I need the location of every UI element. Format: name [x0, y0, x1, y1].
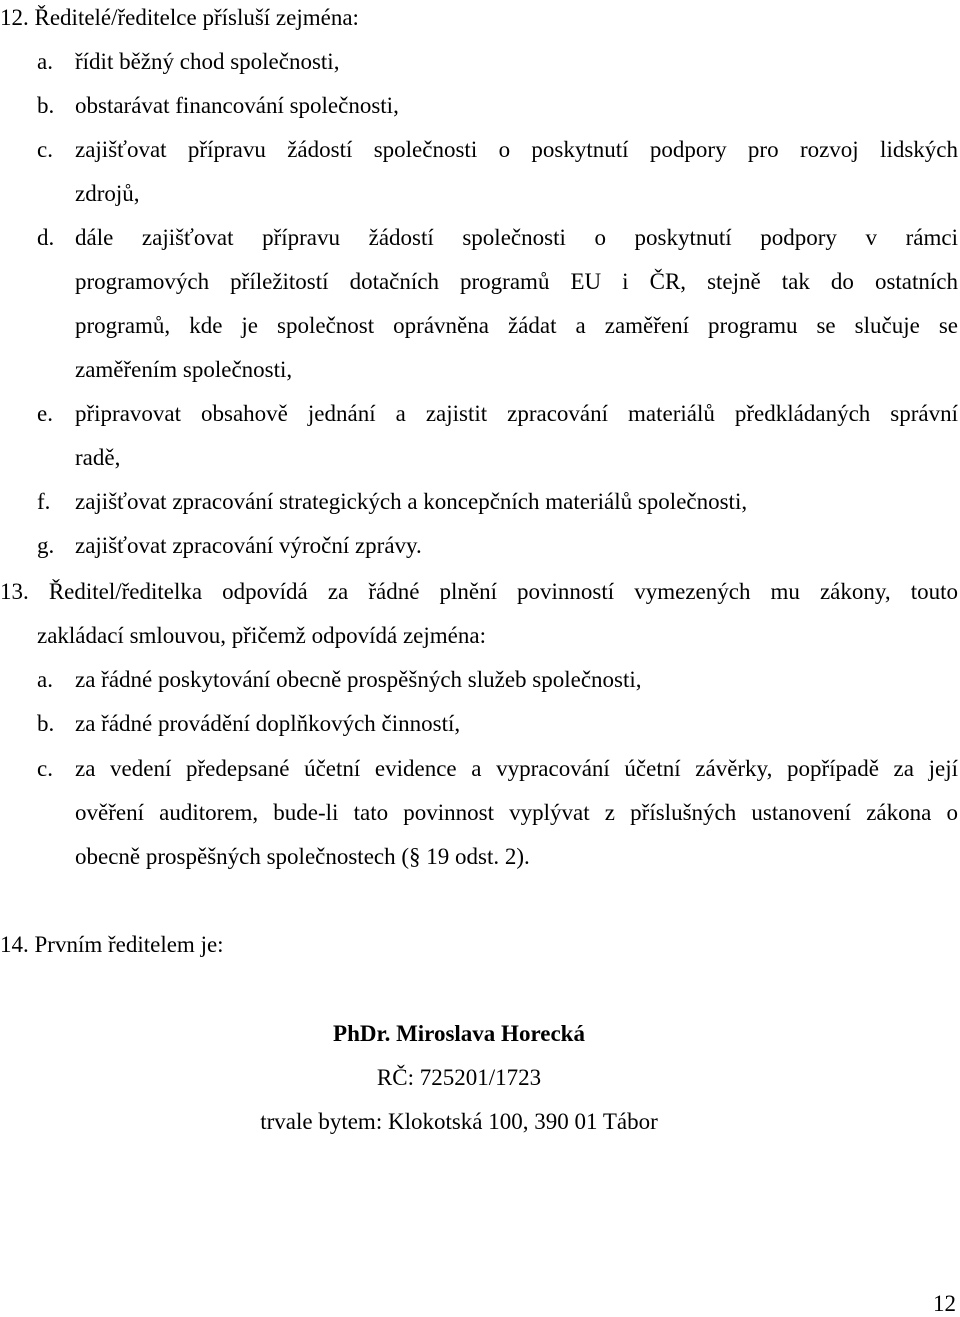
- section-12-heading: 12. Ředitelé/ředitelce přísluší zejména:: [0, 5, 359, 30]
- list-item-text: programových příležitostí dotačních programů EU i ČR, stejně tak do ostatních: [75, 269, 958, 294]
- list-item-text: řídit běžný chod společnosti,: [75, 49, 340, 74]
- list-item-text: zajišťovat zpracování výroční zprávy.: [75, 533, 422, 558]
- list-marker: c.: [37, 137, 53, 162]
- list-marker: f.: [37, 489, 51, 514]
- list-item-text: zajišťovat přípravu žádostí společnosti o poskytnutí podpory pro rozvoj lidských: [75, 137, 958, 162]
- section-14-heading: 14. Prvním ředitelem je:: [0, 932, 224, 957]
- page-number: 12: [933, 1291, 956, 1316]
- director-name: PhDr. Miroslava Horecká: [333, 1021, 585, 1046]
- list-item-text: zdrojů,: [75, 181, 140, 206]
- list-marker: d.: [37, 225, 55, 250]
- list-item-text: dále zajišťovat přípravu žádostí společnosti o poskytnutí podpory v rámci: [75, 225, 958, 250]
- list-item-text: obstarávat financování společnosti,: [75, 93, 399, 118]
- list-marker: a.: [37, 49, 53, 74]
- list-marker: a.: [37, 667, 53, 692]
- list-item-text: připravovat obsahově jednání a zajistit zpracování materiálů předkládaných správní: [75, 401, 958, 426]
- director-birth-number: RČ: 725201/1723: [376, 1065, 542, 1090]
- list-item-text: za řádné provádění doplňkových činností,: [75, 711, 461, 736]
- list-marker: g.: [37, 533, 55, 558]
- list-item-text: zajišťovat zpracování strategických a koncepčních materiálů společnosti,: [75, 489, 748, 514]
- list-item-text: ověření auditorem, bude-li tato povinnost vyplývat z příslušných ustanovení zákona o: [75, 800, 958, 825]
- list-item-text: programů, kde je společnost oprávněna žádat a zaměření programu se slučuje se: [75, 313, 958, 338]
- list-marker: c.: [37, 756, 53, 781]
- list-item-text: zaměřením společnosti,: [75, 357, 293, 382]
- list-marker: b.: [37, 93, 55, 118]
- list-item-text: za vedení předepsané účetní evidence a vypracování účetní závěrky, popřípadě za její: [75, 756, 958, 781]
- list-marker: b.: [37, 711, 55, 736]
- list-item-text: radě,: [75, 445, 121, 470]
- list-marker: e.: [37, 401, 53, 426]
- section-13-heading-cont: zakládací smlouvou, přičemž odpovídá zejména:: [37, 623, 486, 648]
- list-item-text: za řádné poskytování obecně prospěšných služeb společnosti,: [75, 667, 642, 692]
- list-item-text: obecně prospěšných společnostech (§ 19 odst. 2).: [75, 844, 530, 869]
- director-address: trvale bytem: Klokotská 100, 390 01 Tábor: [260, 1109, 658, 1134]
- section-13-heading: 13. Ředitel/ředitelka odpovídá za řádné plnění povinností vymezených mu zákony, touto: [0, 579, 958, 604]
